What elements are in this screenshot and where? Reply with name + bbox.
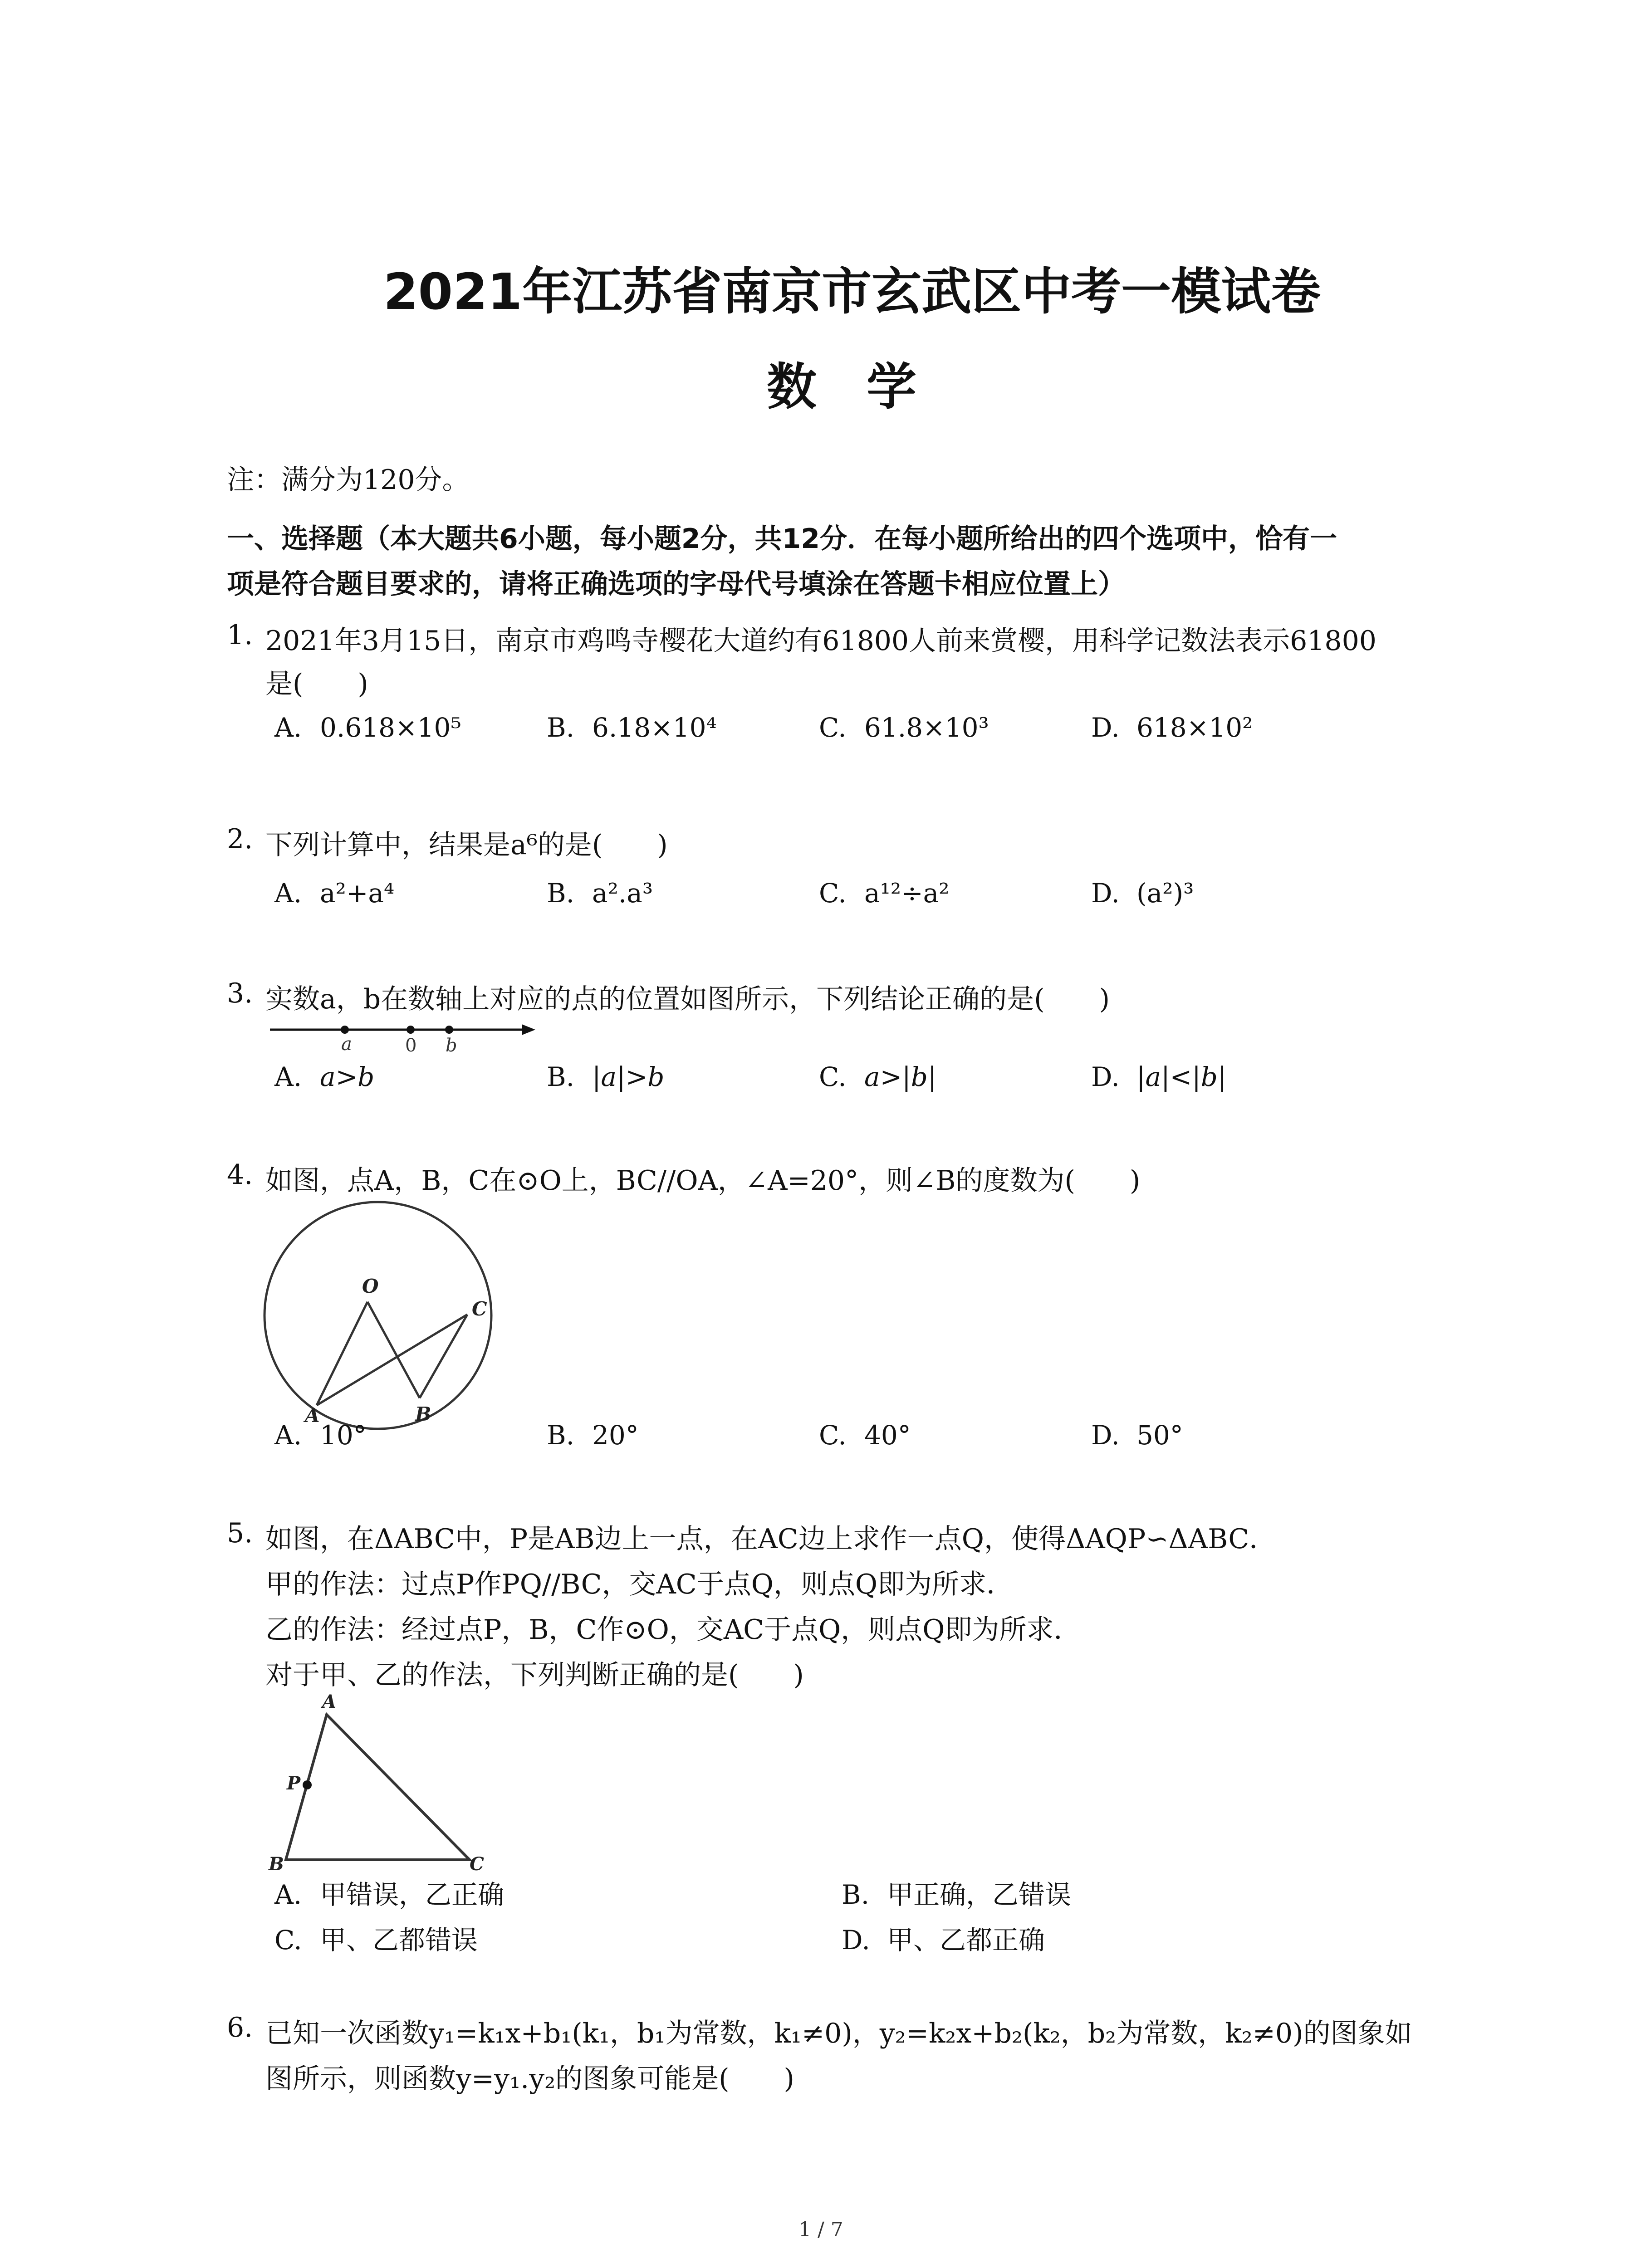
page-number: 1 / 7: [798, 2218, 843, 2241]
question-1-option-b: B. 6.18×10⁴: [547, 712, 717, 743]
question-6-number: 6.: [227, 2012, 253, 2043]
question-5-option-b: B. 甲正确，乙错误: [842, 1879, 1072, 1910]
question-5-number: 5.: [227, 1517, 253, 1549]
circle-figure: [263, 1225, 517, 1427]
question-5-text-line3: 乙的作法：经过点P，B，C作⊙O，交AC于点Q，则点Q即为所求．: [265, 1614, 1081, 1646]
question-3-option-b: B. |a|>b: [547, 1061, 665, 1092]
question-4-option-a: A. 10°: [274, 1420, 367, 1451]
question-5-text-line2: 甲的作法：过点P作PQ//BC，交AC于点Q，则点Q即为所求．: [265, 1569, 1014, 1600]
label-p: P: [287, 1773, 301, 1794]
label-b: B: [415, 1403, 431, 1425]
point-b-dot: [445, 1026, 453, 1034]
section-heading-line1: 一、选择题（本大题共6小题，每小题2分，共12分．在每小题所给出的四个选项中，恰有一: [227, 523, 1337, 555]
label-c: C: [470, 1853, 484, 1875]
triangle-abc: [286, 1715, 470, 1860]
question-5-text-line4: 对于甲、乙的作法，下列判断正确的是( ): [265, 1659, 804, 1691]
question-1-text-line1: 2021年3月15日，南京市鸡鸣寺樱花大道约有61800人前来赏樱，用科学记数法表示61800: [265, 625, 1376, 657]
label-c: C: [472, 1298, 487, 1320]
question-2-option-c: C. a¹²÷a²: [819, 878, 950, 909]
question-3-text: 实数a，b在数轴上对应的点的位置如图所示，下列结论正确的是( ): [265, 983, 1110, 1015]
question-1-option-c: C. 61.8×10³: [819, 712, 989, 743]
point-zero-label: 0: [405, 1035, 417, 1056]
number-line-arrow-icon: [522, 1024, 535, 1035]
question-3-number: 3.: [227, 978, 253, 1009]
section-heading-line2: 项是符合题目要求的，请将正确选项的字母代号填涂在答题卡相应位置上）: [227, 568, 1125, 600]
circle-o: [265, 1202, 491, 1429]
question-6-text-line2: 图所示，则函数y=y₁.y₂的图象可能是( ): [265, 2063, 794, 2095]
question-2-text: 下列计算中，结果是a⁶的是( ): [265, 829, 668, 861]
segment-ob: [367, 1302, 420, 1398]
label-o: O: [362, 1275, 379, 1297]
question-5-option-a: A. 甲错误，乙正确: [274, 1879, 505, 1910]
subject-title: 数 学: [767, 358, 916, 416]
question-1-text-line2: 是( ): [265, 668, 368, 700]
question-5-option-d: D. 甲、乙都正确: [842, 1925, 1045, 1955]
question-1-option-d: D. 618×10²: [1091, 712, 1253, 743]
triangle-figure: [263, 1691, 499, 1887]
number-line-figure: [268, 1016, 540, 1057]
question-4-text: 如图，点A，B，C在⊙O上，BC//OA，∠A=20°，则∠B的度数为( ): [265, 1165, 1141, 1197]
label-a: A: [305, 1404, 320, 1427]
question-1-number: 1.: [227, 619, 253, 651]
question-6-text-line1: 已知一次函数y₁=k₁x+b₁(k₁，b₁为常数，k₁≠0)，y₂=k₂x+b₂(k₂，b₂为常数，k₂≠0)的图象如: [265, 2018, 1412, 2049]
question-4-option-b: B. 20°: [547, 1420, 639, 1451]
label-b: B: [269, 1853, 284, 1875]
question-2-option-a: A. a²+a⁴: [274, 878, 395, 909]
question-3-option-a: A. a>b: [274, 1061, 375, 1092]
segment-bc: [420, 1315, 467, 1398]
page-title: 2021年江苏省南京市玄武区中考一模试卷: [383, 263, 1321, 321]
label-a: A: [322, 1691, 337, 1712]
point-b-label: b: [446, 1035, 457, 1056]
question-2-option-d: D. (a²)³: [1091, 878, 1194, 909]
question-3-option-d: D. |a|<|b|: [1091, 1061, 1227, 1092]
point-a-label: a: [341, 1034, 352, 1055]
question-2-option-b: B. a².a³: [547, 878, 653, 909]
question-5-option-c: C. 甲、乙都错误: [274, 1925, 478, 1955]
score-note: 注：满分为120分。: [227, 464, 470, 496]
question-4-number: 4.: [227, 1159, 253, 1191]
question-4-option-c: C. 40°: [819, 1420, 911, 1451]
question-4-option-d: D. 50°: [1091, 1420, 1183, 1451]
point-a-dot: [341, 1026, 349, 1034]
question-3-option-c: C. a>|b|: [819, 1061, 937, 1092]
question-2-number: 2.: [227, 823, 253, 855]
point-zero-dot: [407, 1026, 415, 1034]
point-p-dot: [303, 1780, 312, 1789]
question-1-option-a: A. 0.618×10⁵: [274, 712, 461, 743]
question-5-text-line1: 如图，在ΔABC中，P是AB边上一点，在AC边上求作一点Q，使得ΔAQP∽ΔABC．: [265, 1523, 1277, 1555]
